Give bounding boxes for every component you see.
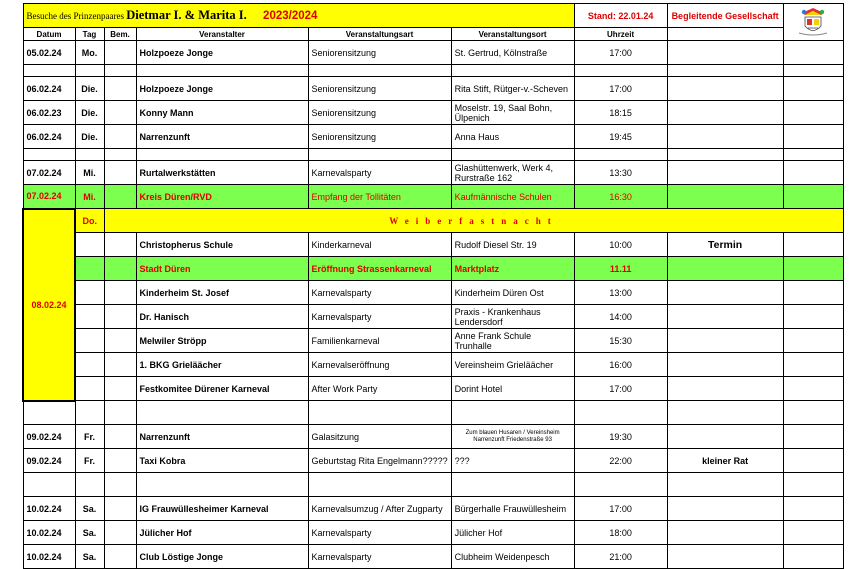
date-cell: 09.02.24 (23, 449, 75, 473)
day-cell (75, 353, 104, 377)
date-cell: 09.02.24 (23, 425, 75, 449)
note-cell (667, 77, 783, 101)
location-cell: Rudolf Diesel Str. 19 (451, 233, 574, 257)
col-datum: Datum (23, 28, 75, 41)
location-cell: ??? (451, 449, 574, 473)
time-cell: 17:00 (574, 377, 667, 401)
note-cell (667, 185, 783, 209)
organizer-cell: Festkomitee Dürener Karneval (136, 377, 308, 401)
day-cell (75, 329, 104, 353)
col-veranstaltungsart: Veranstaltungsart (308, 28, 451, 41)
column-header-row (23, 28, 843, 41)
event-type-cell: Seniorensitzung (308, 77, 451, 101)
title-names: Dietmar I. & Marita I. (126, 8, 247, 22)
extra-cell (783, 377, 843, 401)
table-row (23, 425, 843, 449)
title-cell (23, 4, 574, 28)
table-row (23, 521, 843, 545)
organizer-cell: Rurtalwerkstätten (136, 161, 308, 185)
extra-cell (783, 161, 843, 185)
extra-cell (783, 449, 843, 473)
time-cell: 19:30 (574, 425, 667, 449)
day-cell (75, 233, 104, 257)
time-cell: 13:30 (574, 161, 667, 185)
location-cell: Bürgerhalle Frauwüllesheim (451, 497, 574, 521)
event-type-cell: After Work Party (308, 377, 451, 401)
bem-cell (104, 545, 136, 569)
col-veranstaltungsort: Veranstaltungsort (451, 28, 574, 41)
note-cell (667, 101, 783, 125)
note-cell (667, 125, 783, 149)
time-cell: 21:00 (574, 545, 667, 569)
event-type-cell: Seniorensitzung (308, 125, 451, 149)
bem-cell (104, 305, 136, 329)
event-type-cell: Karnevalsparty (308, 281, 451, 305)
extra-cell (783, 41, 843, 65)
bem-cell (104, 449, 136, 473)
time-cell: 16:30 (574, 185, 667, 209)
note-cell (667, 281, 783, 305)
day-cell: Mi. (75, 185, 104, 209)
time-cell: 17:00 (574, 497, 667, 521)
location-cell: St. Gertrud, Kölnstraße (451, 41, 574, 65)
logo (783, 4, 843, 41)
bem-cell (104, 425, 136, 449)
spacer-row (23, 401, 843, 425)
note-cell: Termin (667, 233, 783, 257)
bem-cell (104, 377, 136, 401)
organizer-cell: Christopherus Schule (136, 233, 308, 257)
day-cell (75, 377, 104, 401)
col-extra (667, 28, 783, 41)
date-cell: 06.02.24 (23, 77, 75, 101)
location-cell: Kinderheim Düren Ost (451, 281, 574, 305)
event-type-cell: Karnevalseröffnung (308, 353, 451, 377)
spacer-row (23, 473, 843, 497)
time-cell: 17:00 (574, 41, 667, 65)
event-type-cell: Eröffnung Strassenkarneval (308, 257, 451, 281)
day-cell: Die. (75, 101, 104, 125)
day-cell (75, 281, 104, 305)
day-cell (75, 257, 104, 281)
bem-cell (104, 353, 136, 377)
season-label: 2023/2024 (263, 10, 318, 22)
event-type-cell: Familienkarneval (308, 329, 451, 353)
day-cell: Do. (75, 209, 104, 233)
organizer-cell: Dr. Hanisch (136, 305, 308, 329)
event-type-cell: Karnevalsparty (308, 305, 451, 329)
date-cell: 05.02.24 (23, 41, 75, 65)
weiberfastnacht-row (23, 209, 843, 233)
table-row (23, 353, 843, 377)
time-cell: 13:00 (574, 281, 667, 305)
time-cell: 15:30 (574, 329, 667, 353)
weiberfastnacht-banner: Weiberfastnacht (104, 209, 843, 233)
spacer-row (23, 65, 843, 77)
organizer-cell: Stadt Düren (136, 257, 308, 281)
event-type-cell: Karnevalsumzug / After Zugparty (308, 497, 451, 521)
col-uhrzeit: Uhrzeit (574, 28, 667, 41)
event-type-cell: Seniorensitzung (308, 101, 451, 125)
date-cell: 10.02.24 (23, 497, 75, 521)
table-row (23, 329, 843, 353)
schedule-table (22, 3, 844, 569)
date-cell: 07.02.24 (23, 185, 75, 209)
extra-cell (783, 497, 843, 521)
time-cell: 22:00 (574, 449, 667, 473)
time-cell: 10:00 (574, 233, 667, 257)
note-cell: kleiner Rat (667, 449, 783, 473)
organizer-cell: Club Löstige Jonge (136, 545, 308, 569)
table-row (23, 497, 843, 521)
table-row (23, 125, 843, 149)
date-cell: 06.02.23 (23, 101, 75, 125)
date-cell: 10.02.24 (23, 521, 75, 545)
note-cell (667, 521, 783, 545)
extra-cell (783, 281, 843, 305)
extra-cell (783, 101, 843, 125)
note-cell (667, 305, 783, 329)
location-cell: Praxis - Krankenhaus Lendersdorf (451, 305, 574, 329)
table-row (23, 377, 843, 401)
event-type-cell: Geburtstag Rita Engelmann????? (308, 449, 451, 473)
note-cell (667, 329, 783, 353)
note-cell (667, 257, 783, 281)
location-cell: Moselstr. 19, Saal Bohn, Ülpenich (451, 101, 574, 125)
time-cell: 11.11 (574, 257, 667, 281)
bem-cell (104, 281, 136, 305)
bem-cell (104, 77, 136, 101)
extra-cell (783, 353, 843, 377)
table-row (23, 233, 843, 257)
carnival-crest-icon (787, 6, 840, 38)
spacer-row (23, 149, 843, 161)
location-cell: Glashüttenwerk, Werk 4, Rurstraße 162 (451, 161, 574, 185)
time-cell: 17:00 (574, 77, 667, 101)
highlighted-row (23, 257, 843, 281)
bem-cell (104, 257, 136, 281)
col-veranstalter: Veranstalter (136, 28, 308, 41)
table-row (23, 545, 843, 569)
note-cell (667, 497, 783, 521)
stand-date: Stand: 22.01.24 (574, 4, 667, 28)
event-type-cell: Kinderkarneval (308, 233, 451, 257)
organizer-cell: Holzpoeze Jonge (136, 41, 308, 65)
extra-cell (783, 125, 843, 149)
table-row (23, 41, 843, 65)
note-cell (667, 353, 783, 377)
bem-cell (104, 233, 136, 257)
event-type-cell: Empfang der Tollitäten (308, 185, 451, 209)
location-cell: Dorint Hotel (451, 377, 574, 401)
extra-cell (783, 233, 843, 257)
note-cell (667, 545, 783, 569)
day-cell: Sa. (75, 545, 104, 569)
event-type-cell: Seniorensitzung (308, 41, 451, 65)
time-cell: 14:00 (574, 305, 667, 329)
table-row (23, 77, 843, 101)
table-row (23, 101, 843, 125)
organizer-cell: Konny Mann (136, 101, 308, 125)
extra-cell (783, 257, 843, 281)
organizer-cell: Taxi Kobra (136, 449, 308, 473)
location-cell: Marktplatz (451, 257, 574, 281)
day-cell: Fr. (75, 425, 104, 449)
location-cell: Anna Haus (451, 125, 574, 149)
bem-cell (104, 521, 136, 545)
organizer-cell: Narrenzunft (136, 425, 308, 449)
extra-cell (783, 521, 843, 545)
organizer-cell: Narrenzunft (136, 125, 308, 149)
bem-cell (104, 497, 136, 521)
time-cell: 16:00 (574, 353, 667, 377)
table-row (23, 161, 843, 185)
organizer-cell: Kinderheim St. Josef (136, 281, 308, 305)
date-cell: 10.02.24 (23, 545, 75, 569)
organizer-cell: Melwiler Ströpp (136, 329, 308, 353)
location-cell: Rita Stift, Rütger-v.-Scheven (451, 77, 574, 101)
event-type-cell: Galasitzung (308, 425, 451, 449)
day-cell: Sa. (75, 497, 104, 521)
day-cell: Die. (75, 77, 104, 101)
extra-cell (783, 305, 843, 329)
organizer-cell: Holzpoeze Jonge (136, 77, 308, 101)
event-type-cell: Karnevalsparty (308, 545, 451, 569)
bem-cell (104, 329, 136, 353)
location-cell: Kaufmännische Schulen (451, 185, 574, 209)
begleitende-gesellschaft: Begleitende Gesellschaft (667, 4, 783, 28)
day-cell: Mi. (75, 161, 104, 185)
note-cell (667, 41, 783, 65)
table-row (23, 449, 843, 473)
time-cell: 18:00 (574, 521, 667, 545)
extra-cell (783, 545, 843, 569)
location-cell: Anne Frank Schule Trunhalle (451, 329, 574, 353)
day-cell: Sa. (75, 521, 104, 545)
table-row (23, 305, 843, 329)
location-cell: Clubheim Weidenpesch (451, 545, 574, 569)
note-cell (667, 377, 783, 401)
bem-cell (104, 161, 136, 185)
weiber-date-cell: 08.02.24 (23, 209, 75, 401)
bem-cell (104, 125, 136, 149)
extra-cell (783, 185, 843, 209)
day-cell: Fr. (75, 449, 104, 473)
organizer-cell: IG Frauwüllesheimer Karneval (136, 497, 308, 521)
note-cell (667, 161, 783, 185)
title-row (23, 4, 843, 28)
title-prefix: Besuche des Prinzenpaares (26, 11, 124, 21)
day-cell: Die. (75, 125, 104, 149)
event-type-cell: Karnevalsparty (308, 521, 451, 545)
extra-cell (783, 77, 843, 101)
col-tag: Tag (75, 28, 104, 41)
date-cell: 06.02.24 (23, 125, 75, 149)
bem-cell (104, 41, 136, 65)
organizer-cell: Jülicher Hof (136, 521, 308, 545)
location-cell: Jülicher Hof (451, 521, 574, 545)
organizer-cell: Kreis Düren/RVD (136, 185, 308, 209)
extra-cell (783, 425, 843, 449)
organizer-cell: 1. BKG Grieläächer (136, 353, 308, 377)
table-row (23, 281, 843, 305)
location-cell: Zum blauen Husaren / Vereinsheim Narrenzunft Friedenstraße 93 (451, 425, 574, 449)
date-cell: 07.02.24 (23, 161, 75, 185)
location-cell: Vereinsheim Grieläächer (451, 353, 574, 377)
time-cell: 18:15 (574, 101, 667, 125)
note-cell (667, 425, 783, 449)
bem-cell (104, 185, 136, 209)
highlighted-row (23, 185, 843, 209)
col-bem: Bem. (104, 28, 136, 41)
day-cell (75, 305, 104, 329)
day-cell: Mo. (75, 41, 104, 65)
event-type-cell: Karnevalsparty (308, 161, 451, 185)
extra-cell (783, 329, 843, 353)
bem-cell (104, 101, 136, 125)
time-cell: 19:45 (574, 125, 667, 149)
